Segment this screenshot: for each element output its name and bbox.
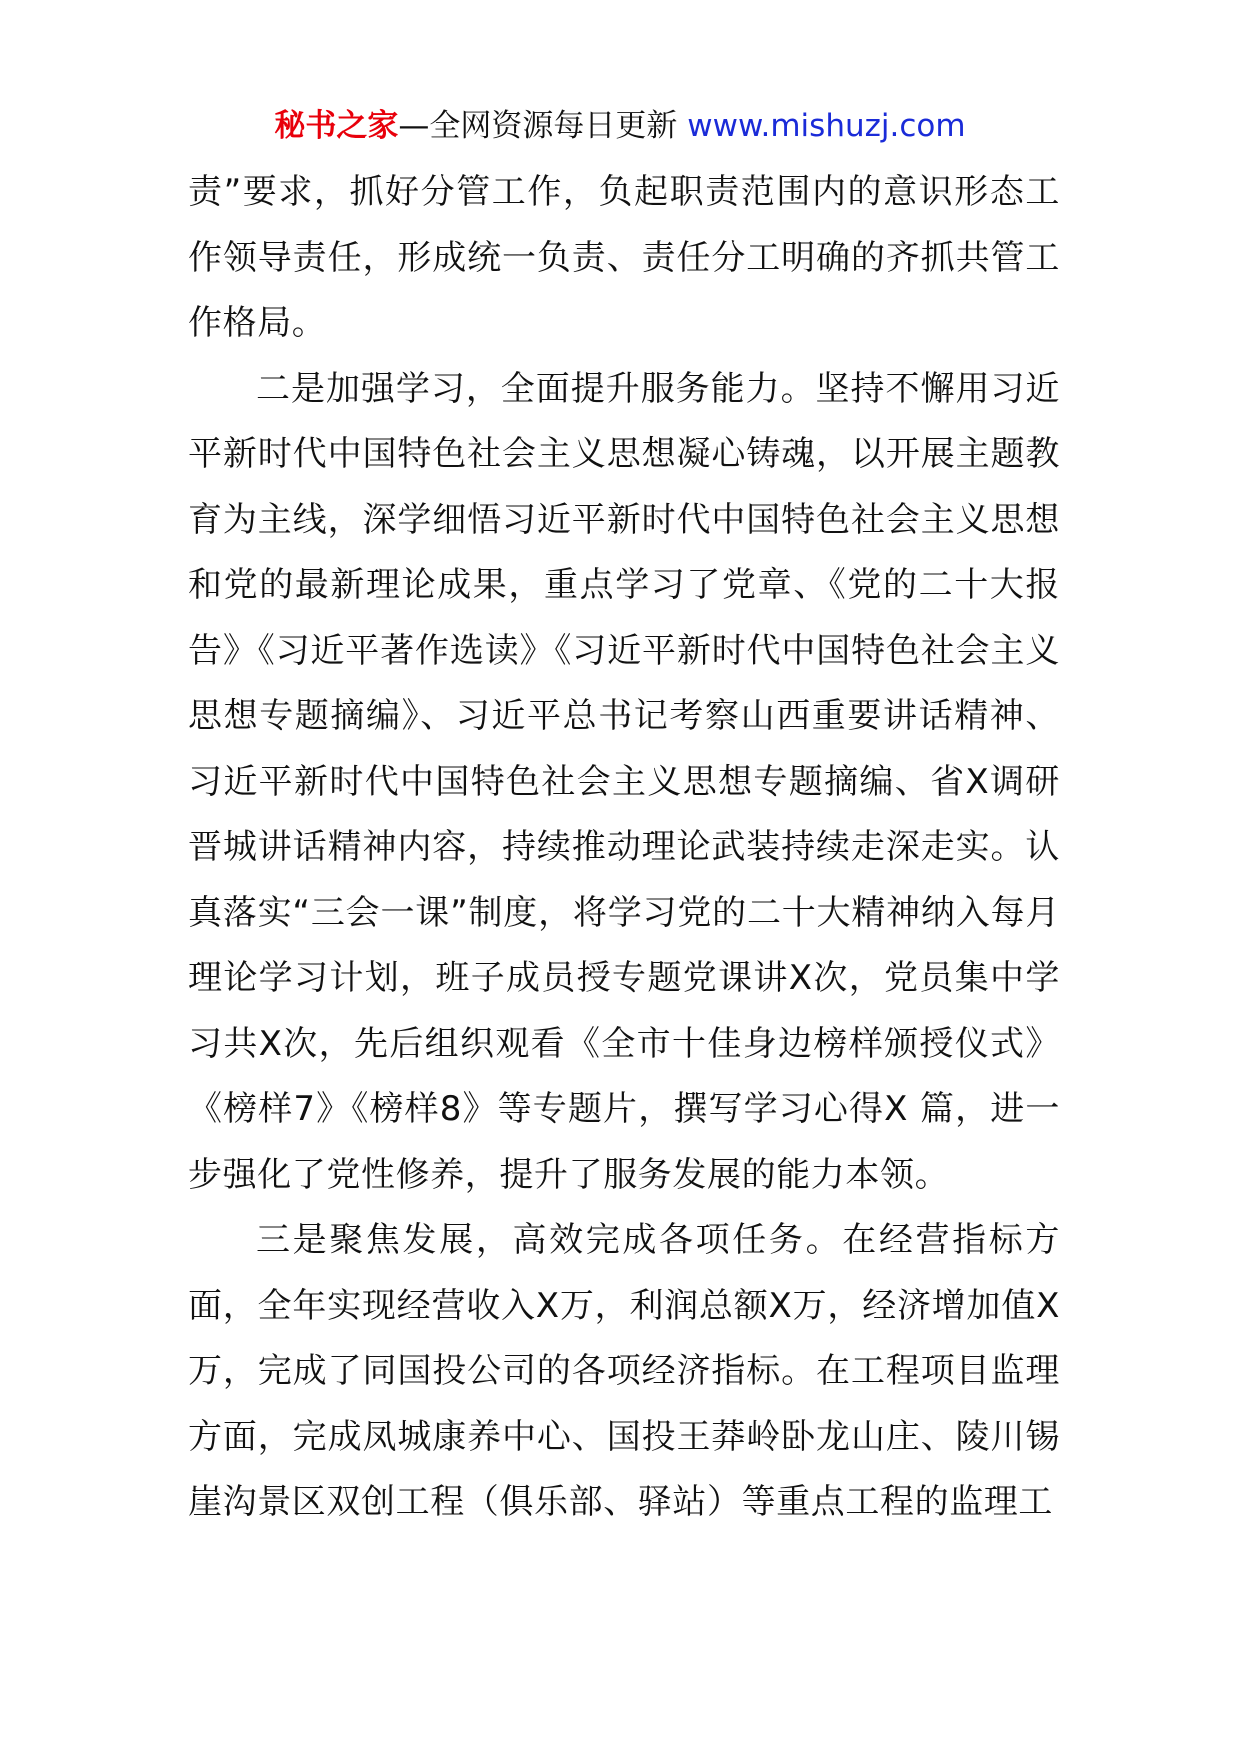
header-brand: 秘书之家 [274,108,399,144]
header-tagline: —全网资源每日更新 [398,108,678,144]
header-url-link[interactable]: www.mishuzj.com [687,108,966,144]
page-header [0,104,1240,148]
paragraph-development: 三是聚焦发展，高效完成各项任务。在经营指标方面，全年实现经营收入X万，利润总额X万，经济增加值X万，完成了同国投公司的各项经济指标。在工程项目监理方面，完成凤城康养中心、国投王莽岭卧龙山庄、陵川锡崖沟景区双创工程（俱乐部、驿站）等重点工程的监理工 [188,1220,1060,1522]
document-body [188,160,1060,1536]
paragraph-continued: 责”要求，抓好分管工作，负起职责范围内的意识形态工作领导责任，形成统一负责、责任分工明确的齐抓共管工作格局。 [188,172,1060,343]
paragraph-study: 二是加强学习，全面提升服务能力。坚持不懈用习近平新时代中国特色社会主义思想凝心铸魂，以开展主题教育为主线，深学细悟习近平新时代中国特色社会主义思想和党的最新理论成果，重点学习了党章、《党的二十大报告》《习近平著作选读》《习近平新时代中国特色社会主义思想专题摘编》、习近平总书记考察山西重要讲话精神、习近平新时代中国特色社会主义思想专题摘编、省X调研晋城讲话精神内容，持续推动理论武装持续走深走实。认真落实“三会一课”制度，将学习党的二十大精神纳入每月理论学习计划，班子成员授专题党课讲X次，党员集中学习共X次，先后组织观看《全市十佳身边榜样颁授仪式》《榜样7》《榜样8》等专题片，撰写学习心得X 篇，进一步强化了党性修养，提升了服务发展的能力本领。 [188,368,1060,1195]
